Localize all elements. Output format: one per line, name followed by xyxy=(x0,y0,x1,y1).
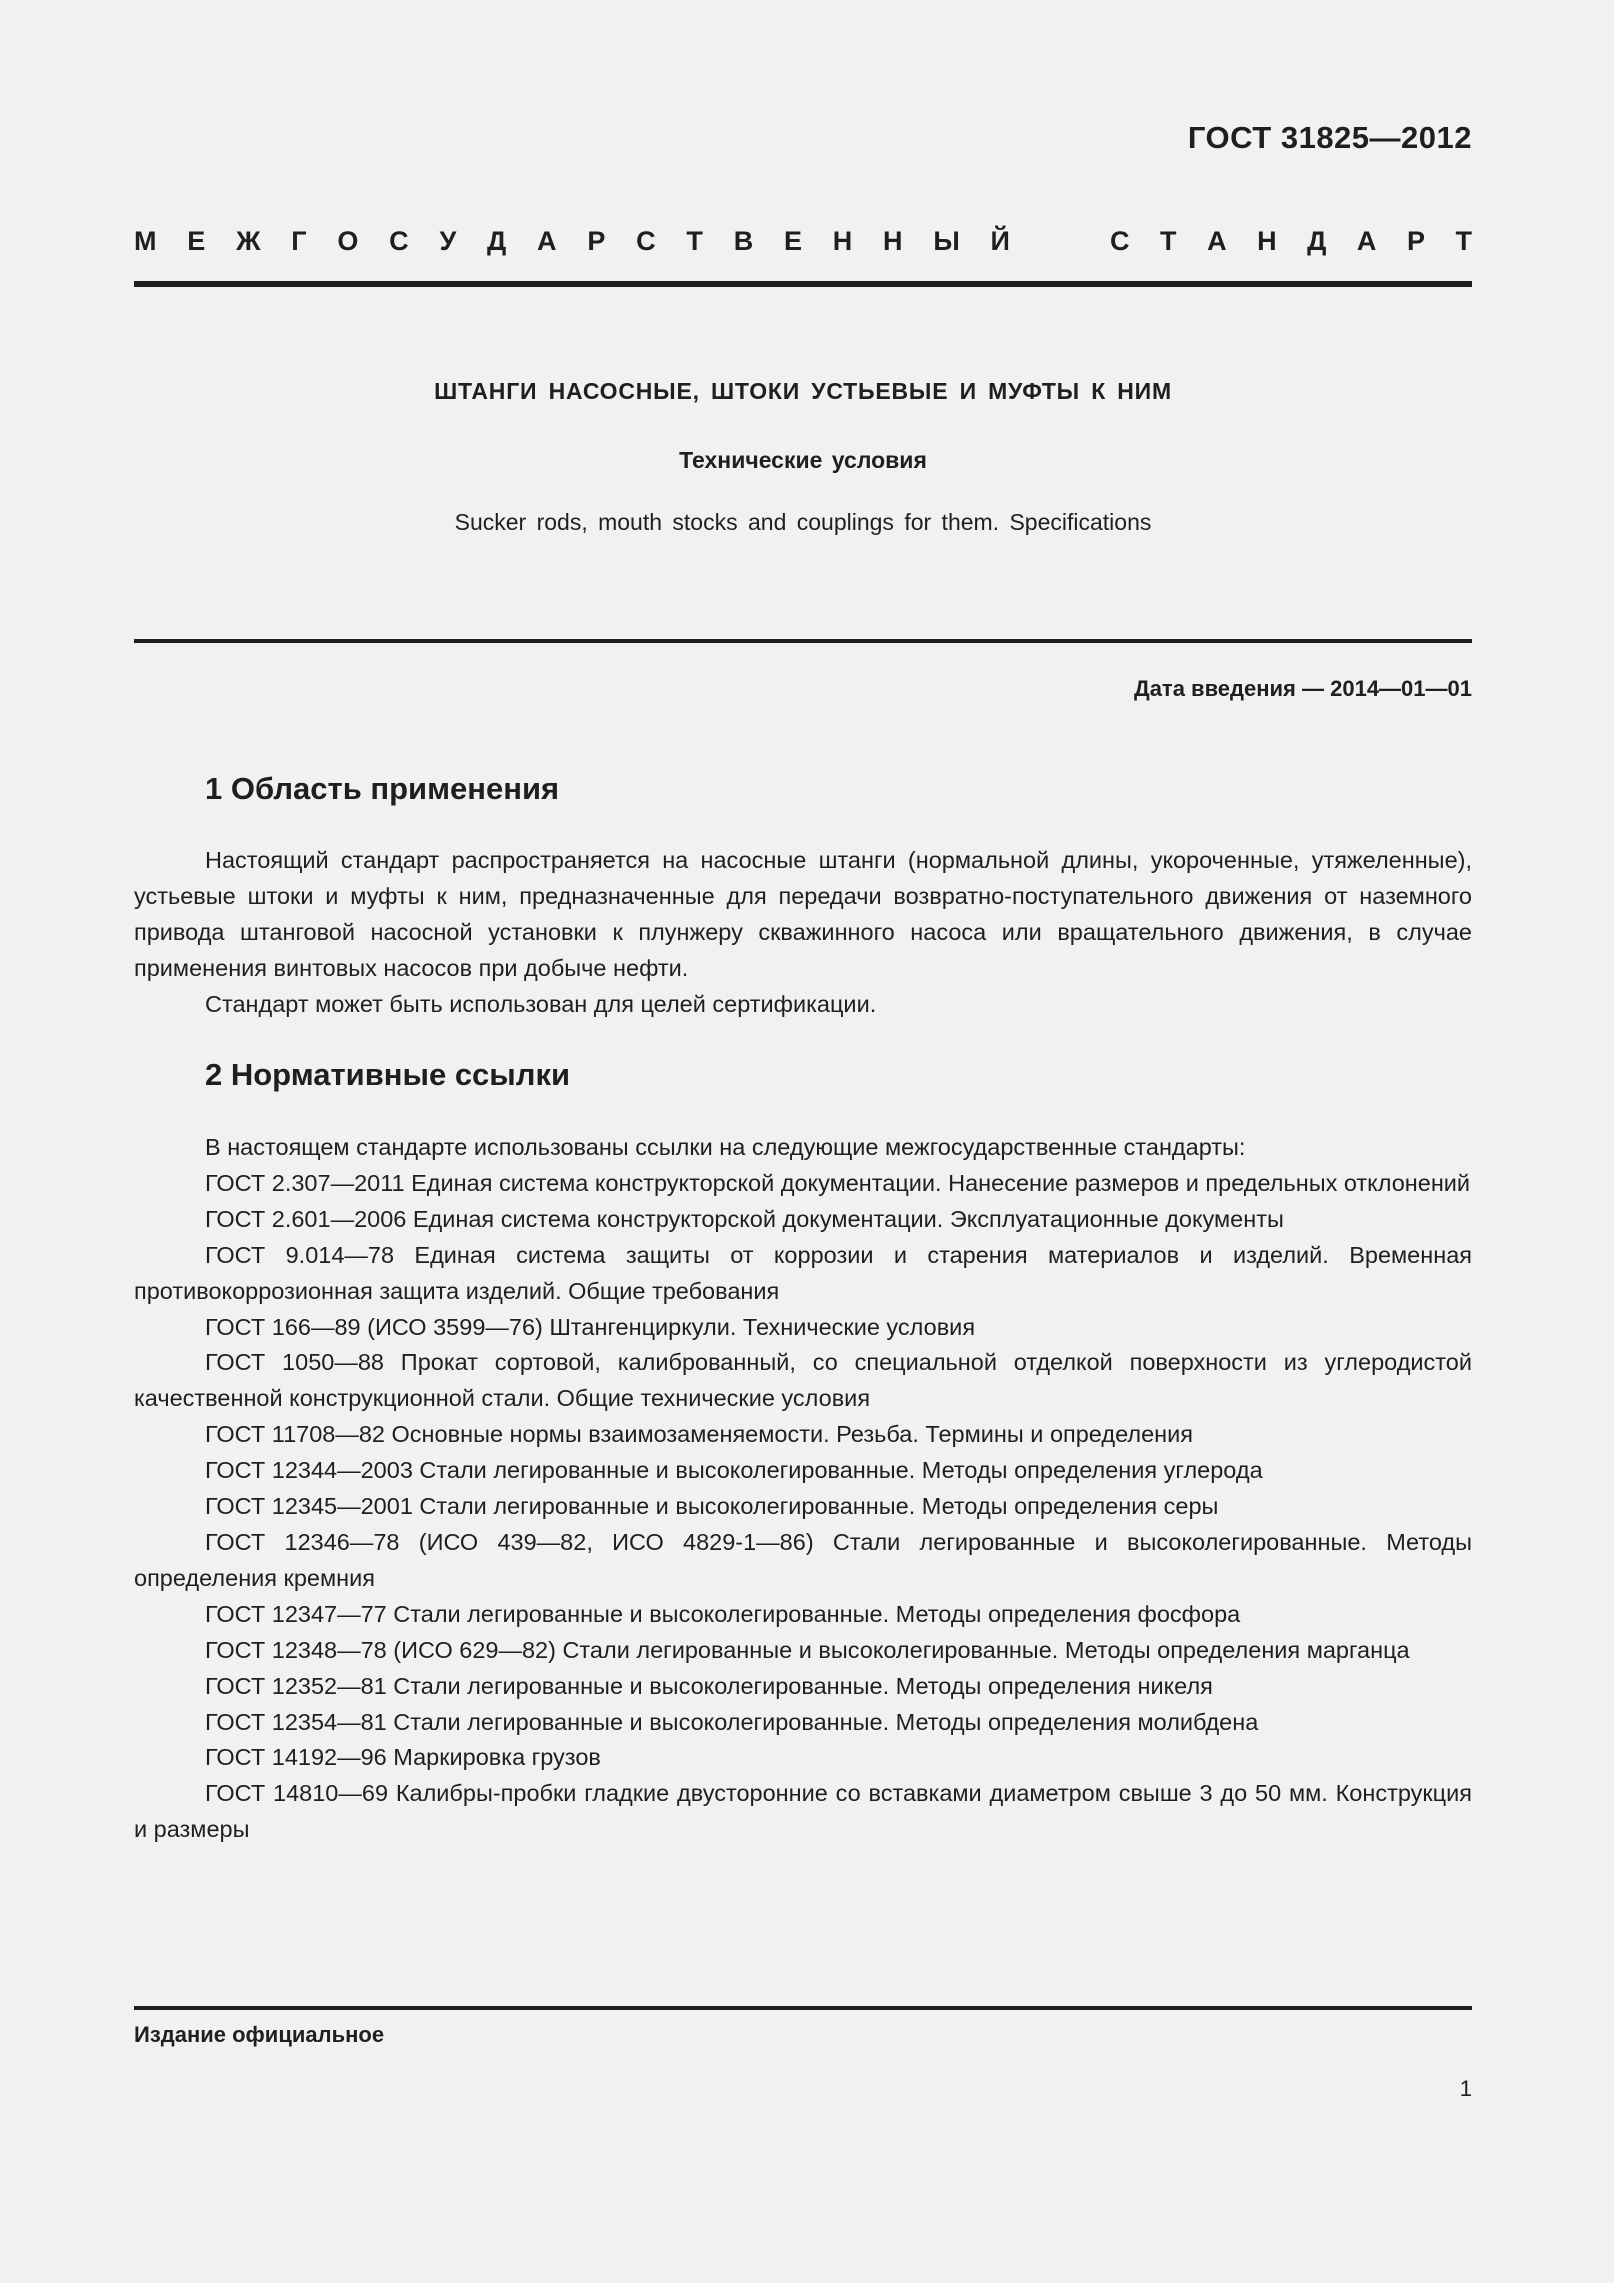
reference-item: ГОСТ 11708—82 Основные нормы взаимозаменяемости. Резьба. Термины и определения xyxy=(205,1421,1193,1448)
reference-item: ГОСТ 14810—69 Калибры-пробки гладкие двусторонние со вставками диаметром свыше 3 до 50 мм. Конструкция и размеры xyxy=(134,1780,1472,1843)
paragraph: Настоящий стандарт распространяется на насосные штанги (нормальной длины, укороченные, утяжеленные), устьевые штоки и муфты к ним, предназначенные для передачи возвратно-поступательного движения от наземного привода штанговой насосной установки к плунжеру скважинного насоса или вращательного движения, в случае применения винтовых насосов при добыче нефти. xyxy=(134,847,1472,981)
header-divider xyxy=(134,281,1472,287)
reference-item: ГОСТ 1050—88 Прокат сортовой, калиброванный, со специальной отделкой поверхности из углеродистой качественной конструкционной стали. Общие технические условия xyxy=(134,1349,1472,1412)
banner-letter: Н xyxy=(832,226,853,256)
banner-letter: С xyxy=(1110,226,1130,256)
reference-item: ГОСТ 12354—81 Стали легированные и высоколегированные. Методы определения молибдена xyxy=(205,1708,1259,1735)
banner-letter: О xyxy=(337,226,359,256)
banner-letter: Т xyxy=(686,226,703,256)
reference-item: ГОСТ 9.014—78 Единая система защиты от коррозии и старения материалов и изделий. Временная противокоррозионная защита изделий. Общие требования xyxy=(134,1241,1472,1304)
banner-letter: С xyxy=(389,226,409,256)
reference-item: ГОСТ 14192—96 Маркировка грузов xyxy=(205,1744,601,1771)
interstate-standard-banner xyxy=(134,226,1472,257)
reference-item: ГОСТ 12352—81 Стали легированные и высоколегированные. Методы определения никеля xyxy=(205,1672,1213,1699)
section-2-body xyxy=(134,1130,1472,1848)
section-1-heading: 1 Область применения xyxy=(205,771,560,806)
banner-letter: А xyxy=(1207,226,1227,256)
banner-letter: Н xyxy=(883,226,903,256)
document-subtitle: Технические условия xyxy=(679,447,927,473)
document-code: ГОСТ 31825—2012 xyxy=(1187,120,1472,155)
banner-letter: Т xyxy=(1455,226,1472,256)
reference-item: ГОСТ 12348—78 (ИСО 629—82) Стали легированные и высоколегированные. Методы определения марганца xyxy=(205,1636,1410,1663)
banner-letter: Е xyxy=(783,226,802,256)
paragraph: Стандарт может быть использован для целей сертификации. xyxy=(205,990,877,1017)
banner-letter: Р xyxy=(1406,226,1425,256)
reference-item: ГОСТ 12345—2001 Стали легированные и высоколегированные. Методы определения серы xyxy=(205,1493,1219,1520)
banner-word-interstate xyxy=(134,226,1010,257)
title-divider xyxy=(134,639,1472,643)
reference-item: ГОСТ 12346—78 (ИСО 439—82, ИСО 4829-1—86) Стали легированные и высоколегированные. Методы определения кремния xyxy=(134,1528,1472,1591)
paragraph: В настоящем стандарте использованы ссылки на следующие межгосударственные стандарты: xyxy=(205,1134,1246,1160)
introduction-date: Дата введения — 2014—01—01 xyxy=(1134,676,1472,701)
reference-item: ГОСТ 2.601—2006 Единая система конструкторской документации. Эксплуатационные документы xyxy=(205,1205,1284,1232)
section-2-heading: 2 Нормативные ссылки xyxy=(205,1057,571,1092)
banner-letter: А xyxy=(1356,226,1377,256)
banner-letter: Е xyxy=(187,226,206,256)
reference-item: ГОСТ 12344—2003 Стали легированные и высоколегированные. Методы определения углерода xyxy=(205,1457,1263,1484)
banner-word-standard xyxy=(1110,226,1472,257)
banner-letter: Д xyxy=(1307,226,1327,256)
banner-letter: Р xyxy=(587,226,606,256)
banner-letter: Ж xyxy=(236,226,261,256)
section-1-body xyxy=(134,843,1472,1023)
banner-letter: У xyxy=(439,226,457,256)
banner-letter: Н xyxy=(1257,226,1277,256)
reference-item: ГОСТ 166—89 (ИСО 3599—76) Штангенциркули. Технические условия xyxy=(205,1313,976,1340)
banner-letter: Т xyxy=(1160,226,1177,256)
official-edition-label: Издание официальное xyxy=(134,2022,385,2047)
banner-letter: С xyxy=(636,226,656,256)
banner-letter: В xyxy=(733,226,754,256)
reference-item: ГОСТ 12347—77 Стали легированные и высоколегированные. Методы определения фосфора xyxy=(205,1600,1241,1627)
page-number: 1 xyxy=(1459,2076,1472,2101)
banner-letter: Г xyxy=(291,226,307,256)
document-title: ШТАНГИ НАСОСНЫЕ, ШТОКИ УСТЬЕВЫЕ И МУФТЫ К НИМ xyxy=(434,378,1172,404)
reference-item: ГОСТ 2.307—2011 Единая система конструкторской документации. Нанесение размеров и предельных отклонений xyxy=(205,1169,1471,1196)
banner-letter: Ы xyxy=(933,226,960,256)
banner-letter: М xyxy=(134,226,157,256)
footer-divider xyxy=(134,2006,1472,2010)
banner-letter: А xyxy=(537,226,557,256)
document-title-english: Sucker rods, mouth stocks and couplings for them. Specifications xyxy=(454,509,1152,535)
banner-letter: Д xyxy=(487,226,507,256)
banner-letter: Й xyxy=(990,226,1010,256)
